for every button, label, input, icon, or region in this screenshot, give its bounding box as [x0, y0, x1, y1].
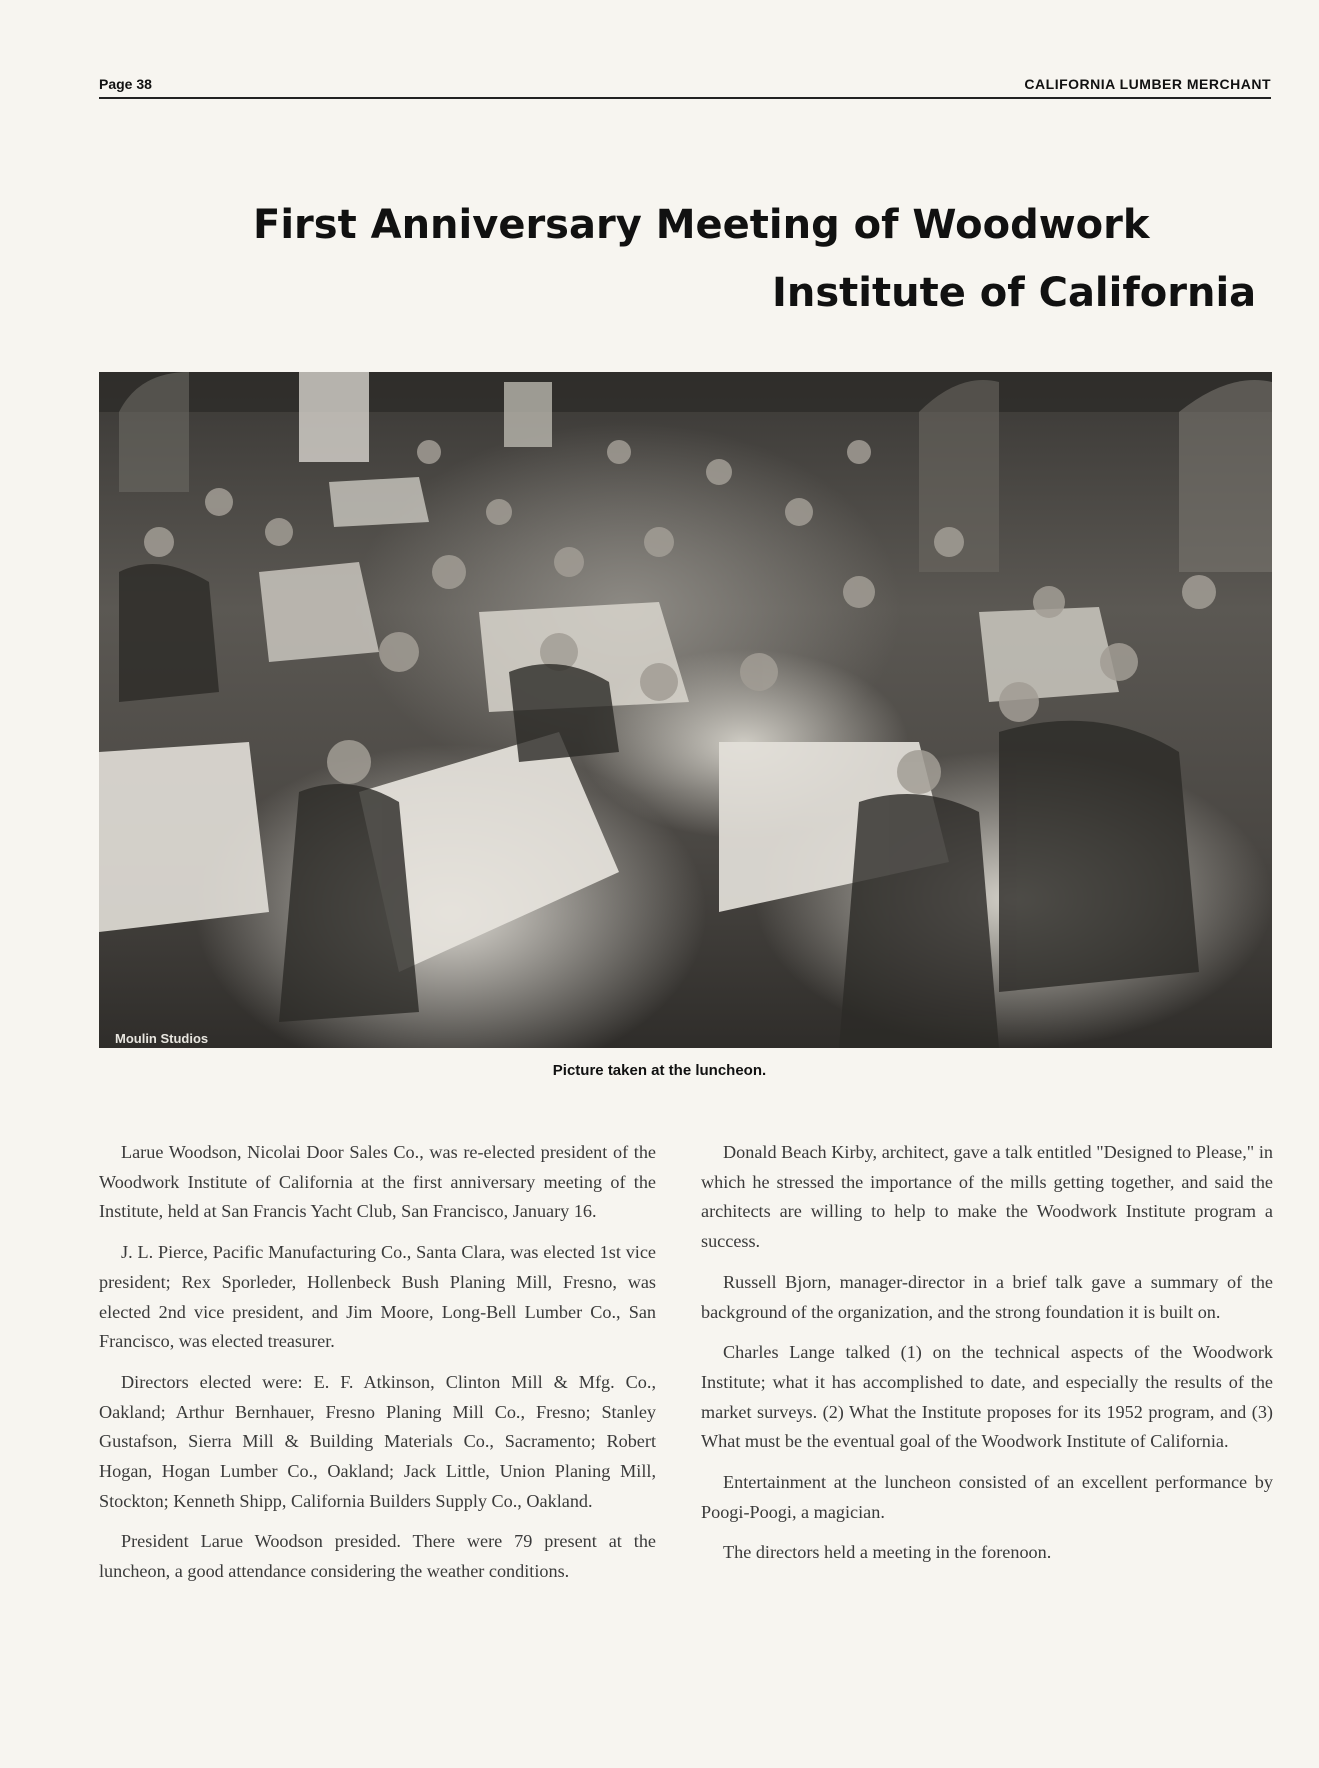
paragraph: The directors held a meeting in the forenoon. — [723, 1542, 1052, 1563]
photo-illustration — [99, 372, 1272, 1048]
photo-credit: Moulin Studios — [115, 1031, 209, 1046]
magazine-name: CALIFORNIA LUMBER MERCHANT — [1024, 76, 1271, 92]
paragraph: Russell Bjorn, manager-director in a brief talk gave a summary of the background of the organization, and the strong foundation it is built on. — [701, 1271, 1273, 1322]
paragraph: Larue Woodson, Nicolai Door Sales Co., was re-elected president of the Woodwork Institute of California at the first anniversary meeting of the Institute, held at San Francis Yacht Club, San Francisco, January 16. — [99, 1142, 656, 1222]
article-title-line-2: Institute of California — [772, 270, 1257, 316]
article-title-line-1: First Anniversary Meeting of Woodwork — [253, 202, 1150, 248]
page-number: Page 38 — [99, 76, 152, 92]
photo-caption: Picture taken at the luncheon. — [552, 1062, 767, 1079]
article-column-right — [701, 1138, 1273, 1579]
paragraph: President Larue Woodson presided. There were 79 present at the luncheon, a good attendance considering the weather conditions. — [99, 1531, 656, 1582]
paragraph: Directors elected were: E. F. Atkinson, Clinton Mill & Mfg. Co., Oakland; Arthur Bernhauer, Fresno Planing Mill Co., Fresno; Stanley Gustafson, Sierra Mill & Building Materials Co., Sacramento; Robert Hogan, Hogan Lumber Co., Oakland; Jack Little, Union Planing Mill, Stockton; Kenneth Shipp, California Builders Supply Co., Oakland. — [99, 1371, 656, 1511]
paragraph: Entertainment at the luncheon consisted of an excellent performance by Poogi-Poogi, a magician. — [701, 1472, 1273, 1522]
paragraph: Charles Lange talked (1) on the technical aspects of the Woodwork Institute; what it has accomplished to date, and especially the results of the market surveys. (2) What the Institute proposes for its 1952 program, and (3) What must be the eventual goal of the Woodwork Institute of California. — [701, 1342, 1273, 1452]
header-rule — [99, 97, 1271, 99]
paragraph: J. L. Pierce, Pacific Manufacturing Co., Santa Clara, was elected 1st vice president; Rex Sporleder, Hollenbeck Bush Planing Mill, Fresno, was elected 2nd vice president, and Jim Moore, Long-Bell Lumber Co., San Francisco, was elected treasurer. — [99, 1242, 656, 1352]
article-column-left — [99, 1138, 656, 1598]
paragraph: Donald Beach Kirby, architect, gave a talk entitled "Designed to Please," in which he stressed the importance of the mills getting together, and said the architects are willing to help to make the Woodwork Institute program a success. — [701, 1142, 1273, 1252]
luncheon-photo — [99, 372, 1272, 1048]
